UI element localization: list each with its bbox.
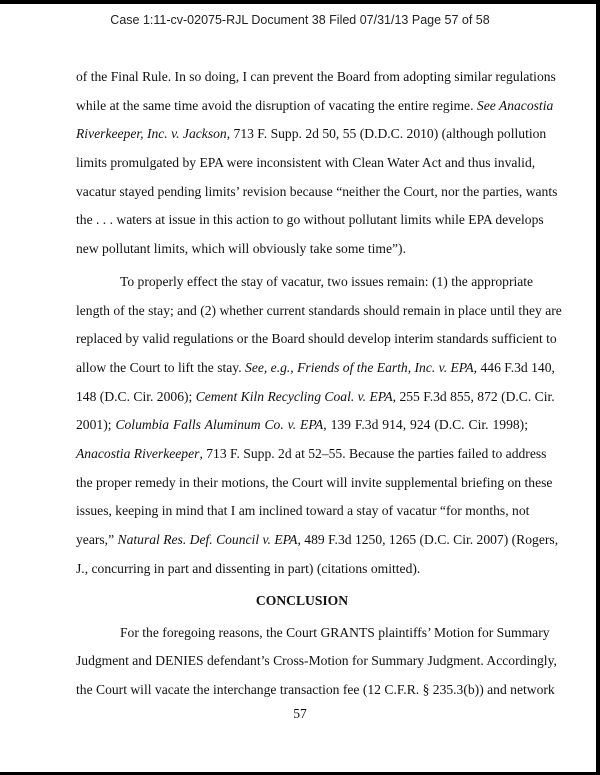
paragraph3-line3: the Court will vacate the interchange transaction fee (12 C.F.R. § 235.3(b)) and network <box>76 682 555 697</box>
paragraph2-line3: replaced by valid regulations or the Board should develop interim standards sufficient to <box>76 331 557 346</box>
scan-edge-right <box>596 0 600 775</box>
paragraph2-line11: J., concurring in part and dissenting in part) (citations omitted). <box>76 561 421 576</box>
case-name: Natural Res. Def. Council v. EPA <box>117 532 298 547</box>
page-number: 57 <box>293 706 307 721</box>
case-name: Anacostia Riverkeeper <box>76 446 200 461</box>
text-run: , 489 F.3d 1250, 1265 (D.C. Cir. 2007) (Rogers, <box>297 532 559 547</box>
conclusion-heading: CONCLUSION <box>255 593 349 608</box>
paragraph1-line5: vacatur stayed pending limits’ revision because “neither the Court, nor the parties, wants <box>76 184 558 199</box>
text-run: , 446 F.3d 140, <box>473 360 555 375</box>
paragraph1-line3 <box>76 126 547 142</box>
citation-signal: See Anacostia <box>476 98 554 113</box>
case-name: See, e.g., Friends of the Earth, Inc. v. EPA <box>245 360 474 375</box>
paragraph1-line7: new pollutant limits, which will obviously take some time”). <box>76 241 406 256</box>
text-run: years,” <box>76 532 118 547</box>
paragraph2-line8: the proper remedy in their motions, the Court will invite supplemental briefing on these <box>76 475 553 490</box>
paragraph2-line2: length of the stay; and (2) whether current standards should remain in place until they are <box>76 303 562 318</box>
paragraph1-line1: of the Final Rule. In so doing, I can prevent the Board from adopting similar regulations <box>76 69 556 84</box>
text-run: 148 (D.C. Cir. 2006); <box>76 389 196 404</box>
scan-edge-top <box>0 0 600 4</box>
paragraph2-line1: To properly effect the stay of vacatur, two issues remain: (1) the appropriate <box>120 274 534 289</box>
text-run: , 713 F. Supp. 2d 50, 55 (D.D.C. 2010) (although pollution <box>226 126 547 141</box>
paragraph2-line6 <box>76 417 528 433</box>
case-header: Case 1:11-cv-02075-RJL Document 38 Filed 07/31/13 Page 57 of 58 <box>110 13 490 27</box>
text-run: , 255 F.3d 855, 872 (D.C. Cir. <box>392 389 555 404</box>
text-run: allow the Court to lift the stay. <box>76 360 246 375</box>
paragraph2-line5 <box>76 389 555 405</box>
paragraph3-line1: For the foregoing reasons, the Court GRANTS plaintiffs’ Motion for Summary <box>120 625 550 640</box>
paragraph3-line2: Judgment and DENIES defendant’s Cross-Motion for Summary Judgment. Accordingly, <box>76 653 557 668</box>
paragraph2-line10 <box>76 532 559 548</box>
case-name: Columbia Falls Aluminum Co. v. EPA <box>115 417 324 432</box>
case-name: Riverkeeper, Inc. v. Jackson <box>76 126 227 141</box>
text-run: , 713 F. Supp. 2d at 52–55. Because the parties failed to address <box>199 446 547 461</box>
paragraph1-line2 <box>76 98 554 114</box>
paragraph2-line9: issues, keeping in mind that I am inclined toward a stay of vacatur “for months, not <box>76 503 530 518</box>
paragraph2-line7 <box>76 446 547 462</box>
text-run: 2001); <box>76 417 116 432</box>
text-run: , 139 F.3d 914, 924 (D.C. Cir. 1998); <box>323 417 528 432</box>
case-name: Cement Kiln Recycling Coal. v. EPA <box>195 389 393 404</box>
paragraph1-line6: the . . . waters at issue in this action to go without pollutant limits while EPA develops <box>76 212 544 227</box>
paragraph1-line4: limits promulgated by EPA were inconsistent with Clean Water Act and thus invalid, <box>76 155 536 170</box>
text-run: while at the same time avoid the disruption of vacating the entire regime. <box>76 98 477 113</box>
paragraph2-line4 <box>76 360 555 376</box>
